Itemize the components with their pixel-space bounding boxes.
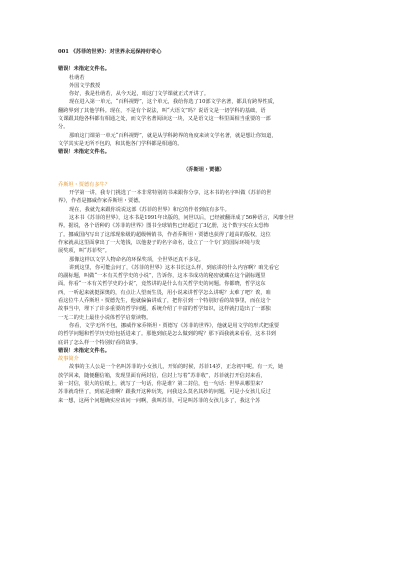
paragraph: 你好，我是杜萌若，从今天起，咱这门文学课就正式开讲了。 现在进入第一单元，“百科视野”，这个单元，我给你选了10部文学名著，都具有跨界性质， 翻跨界到了其他学科。现在，不是有个说法，叫“大语文”吗？说语文是一切学科的基础，语 文课跟其他各科都有相通之处，而文学名著阅读这一块，又是语文这一科里面相当重要的一部 分。 bbox=[58, 91, 279, 131]
error-placeholder: 错误！未指定文件名。 bbox=[58, 347, 110, 354]
author-title: 外国文学教授 bbox=[69, 82, 101, 89]
paragraph: 现在，我就先来跟你说说这部《苏菲的世界》和它的作者到底有多牛。 bbox=[69, 206, 230, 213]
paragraph: 这本书《苏菲的世界》，这本书是1991年出版的，问世以后，已经被翻译成了56种语言，风靡全世 界。据说，各个语种的《苏菲的世界》图书全球销售已经超过了3亿册，这个数字实在太恐怖 了。挪威国内写出了这部现象级的超级畅销书，作者乔斯坦・贾德也获得了超高的版权，这位 作家就从这里面拿出了一大笔钱，以他妻子的名字命名，设立了一个专门的国际环境与发 展奖项，叫“苏菲奖”。 bbox=[58, 215, 294, 255]
paragraph: 那咱这门课第一单元“百科视野”，就是从学科跨界的角度来读文学名著，就是想让你知道， 文学其实是无所不包的，和其他各门学科都是相通的。 bbox=[58, 132, 277, 147]
section-center-heading: （乔斯坦・贾德） bbox=[183, 166, 225, 173]
paragraph: 故事的主人公是一个名叫苏菲的小女孩儿，开始的时候，苏菲14岁，正念初中呢。有一天，她 放学回来，随便翻信箱，发现里面有两封信，信封上写着“苏菲收”，苏菲就打开信封来看， 第一封信，很大的信纸上，就写了一句话，你是谁？第二封信，也一句话：世界从哪里来？ 苏菲就奇怪了，到底是谁啊？跟我开这种玩笑，问我这么莫名其妙的问题，可是小女孩儿反过 来一想，这两个问题确实应该问一问啊，我叫苏菲，可是叫苏菲的女孩儿多了，我这个苏 bbox=[58, 364, 284, 404]
paragraph: 你看，文学无所不包，挪威作家乔斯坦・贾德写《苏菲的世界》，他就是用文学的形式把重要 的哲学问题和哲学历史给包括进来了。那他到底是怎么做到的呢？那下面我就来看看，这本书到 底讲了怎么样一个特别好看的故事。 bbox=[58, 322, 280, 346]
author-name: 杜萌若 bbox=[69, 74, 85, 81]
paragraph: 那像这样以文学人物命名的环保奖项，全世界还真不多见。 bbox=[69, 256, 204, 263]
error-placeholder: 错误！未指定文件名。 bbox=[58, 149, 110, 156]
subheading: 故事简介 bbox=[58, 356, 79, 363]
subheading: 乔斯坦・贾德有多牛？ bbox=[58, 181, 110, 188]
error-placeholder: 错误！未指定文件名。 bbox=[58, 66, 110, 73]
paragraph: 讲到这里，你可能会问了，《苏菲的世界》这本书长这么样，到底讲的什么内容啊？咱先看它 的副标题，叫做“一本有关哲学史的小说”，告诉你，这本书成功的秘密就藏在这个副标题里 面。你看“一本有关哲学史的小说”，竟然讲的是什么有关哲学史的问题。你都晓，哲学这东 西，一听起来就挺深奥的，有点让人望而生畏，用小说来讲哲学怎么讲呢？太难了吧？诶，咱 看这位牛人乔斯坦・贾德先生，他就偏偏讲成了，把你引到一个特别好看的故事里，而在这个 故事当中，埋下了许多重要的哲学问题，系统介绍了丰富的哲学知识，这样就打造出了一部独 一无二的史上最佳小说体哲学启蒙读物。 bbox=[58, 264, 280, 321]
paragraph: 开学第一讲，我专门挑选了一本非常特别的书来跟你分享，这本书的名字叫做《苏菲的世 界》，作者是挪威作家乔斯坦・贾德。 bbox=[58, 190, 272, 205]
section-heading: 001 《苏菲的世界》：对世界永远保持好奇心 bbox=[58, 49, 162, 55]
